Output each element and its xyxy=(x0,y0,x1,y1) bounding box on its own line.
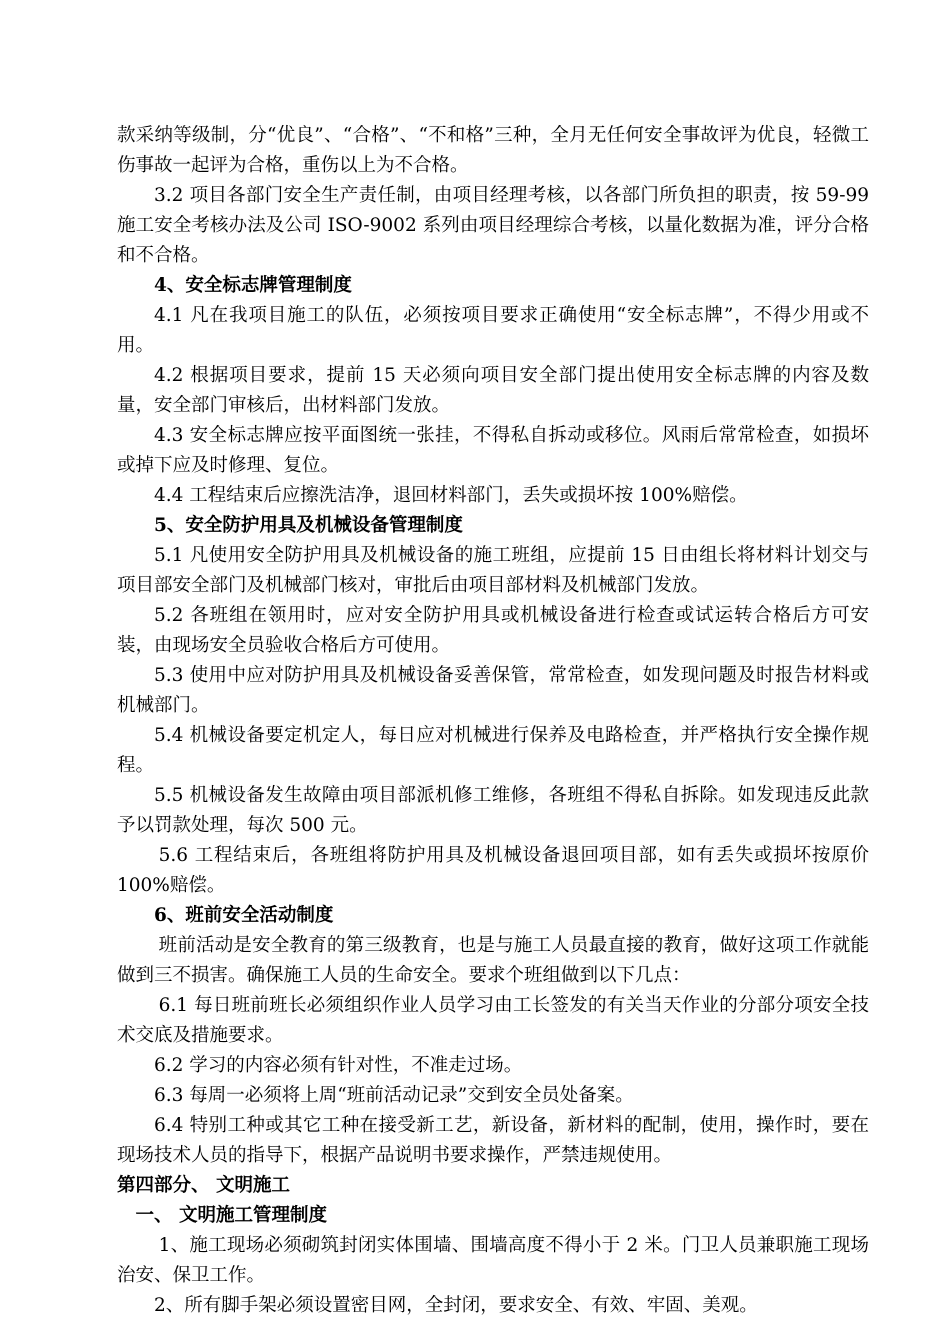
paragraph-4-2: 4.2 根据项目要求，提前 15 天必须向项目安全部门提出使用安全标志牌的内容及数量，安全部门审核后，出材料部门发放。 xyxy=(117,365,869,416)
document-page xyxy=(117,121,869,1321)
paragraph-4-1: 4.1 凡在我项目施工的队伍，必须按项目要求正确使用“安全标志牌”，不得少用或不用。 xyxy=(117,305,869,356)
paragraph-5-6: 5.6 工程结束后，各班组将防护用具及机械设备退回项目部，如有丢失或损坏按原价 100%赔偿。 xyxy=(117,845,869,896)
part-heading-4: 第四部分、 文明施工 xyxy=(117,1175,290,1196)
paragraph-civil-1: 1、施工现场必须砌筑封闭实体围墙、围墙高度不得小于 2 米。门卫人员兼职施工现场治安、保卫工作。 xyxy=(117,1235,869,1286)
section-heading-4: 4、安全标志牌管理制度 xyxy=(154,275,352,296)
paragraph-6-1: 6.1 每日班前班长必须组织作业人员学习由工长签发的有关当天作业的分部分项安全技术交底及措施要求。 xyxy=(117,995,869,1046)
paragraph-5-4: 5.4 机械设备要定机定人，每日应对机械进行保养及电路检查，并严格执行安全操作规程。 xyxy=(117,725,869,776)
paragraph-1: 款采纳等级制，分“优良”、“合格”、“不和格”三种，全月无任何安全事故评为优良，轻微工伤事故一起评为合格，重伤以上为不合格。 xyxy=(117,125,869,176)
paragraph-4-4: 4.4 工程结束后应擦洗洁净，退回材料部门，丢失或损坏按 100%赔偿。 xyxy=(154,485,748,506)
paragraph-5-5: 5.5 机械设备发生故障由项目部派机修工维修，各班组不得私自拆除。如发现违反此款予以罚款处理，每次 500 元。 xyxy=(117,785,869,836)
paragraph-6-4: 6.4 特别工种或其它工种在接受新工艺，新设备，新材料的配制，使用，操作时，要在现场技术人员的指导下，根据产品说明书要求操作，严禁违规使用。 xyxy=(117,1115,869,1166)
paragraph-5-1: 5.1 凡使用安全防护用具及机械设备的施工班组，应提前 15 日由组长将材料计划交与项目部安全部门及机械部门核对，审批后由项目部材料及机械部门发放。 xyxy=(117,545,869,596)
sub-heading-1: 一、 文明施工管理制度 xyxy=(135,1205,327,1226)
section-heading-5: 5、安全防护用具及机械设备管理制度 xyxy=(154,515,463,536)
section-heading-6: 6、班前安全活动制度 xyxy=(154,905,334,926)
paragraph-6-intro: 班前活动是安全教育的第三级教育，也是与施工人员最直接的教育，做好这项工作就能做到三不损害。确保施工人员的生命安全。要求个班组做到以下几点： xyxy=(117,935,869,986)
paragraph-civil-2: 2、所有脚手架必须设置密目网，全封闭，要求安全、有效、牢固、美观。 xyxy=(154,1295,758,1316)
paragraph-6-3: 6.3 每周一必须将上周“班前活动记录”交到安全员处备案。 xyxy=(154,1085,634,1106)
paragraph-4-3: 4.3 安全标志牌应按平面图统一张挂，不得私自拆动或移位。风雨后常常检查，如损坏或掉下应及时修理、复位。 xyxy=(117,425,869,476)
paragraph-3-2: 3.2 项目各部门安全生产责任制，由项目经理考核，以各部门所负担的职责，按 59-99 施工安全考核办法及公司 ISO-9002 系列由项目经理综合考核，以量化数据为准，评分合格和不合格。 xyxy=(117,185,869,266)
paragraph-6-2: 6.2 学习的内容必须有针对性，不准走过场。 xyxy=(154,1055,523,1076)
paragraph-5-3: 5.3 使用中应对防护用具及机械设备妥善保管，常常检查，如发现问题及时报告材料或机械部门。 xyxy=(117,665,869,716)
paragraph-5-2: 5.2 各班组在领用时，应对安全防护用具或机械设备进行检查或试运转合格后方可安装，由现场安全员验收合格后方可使用。 xyxy=(117,605,869,656)
